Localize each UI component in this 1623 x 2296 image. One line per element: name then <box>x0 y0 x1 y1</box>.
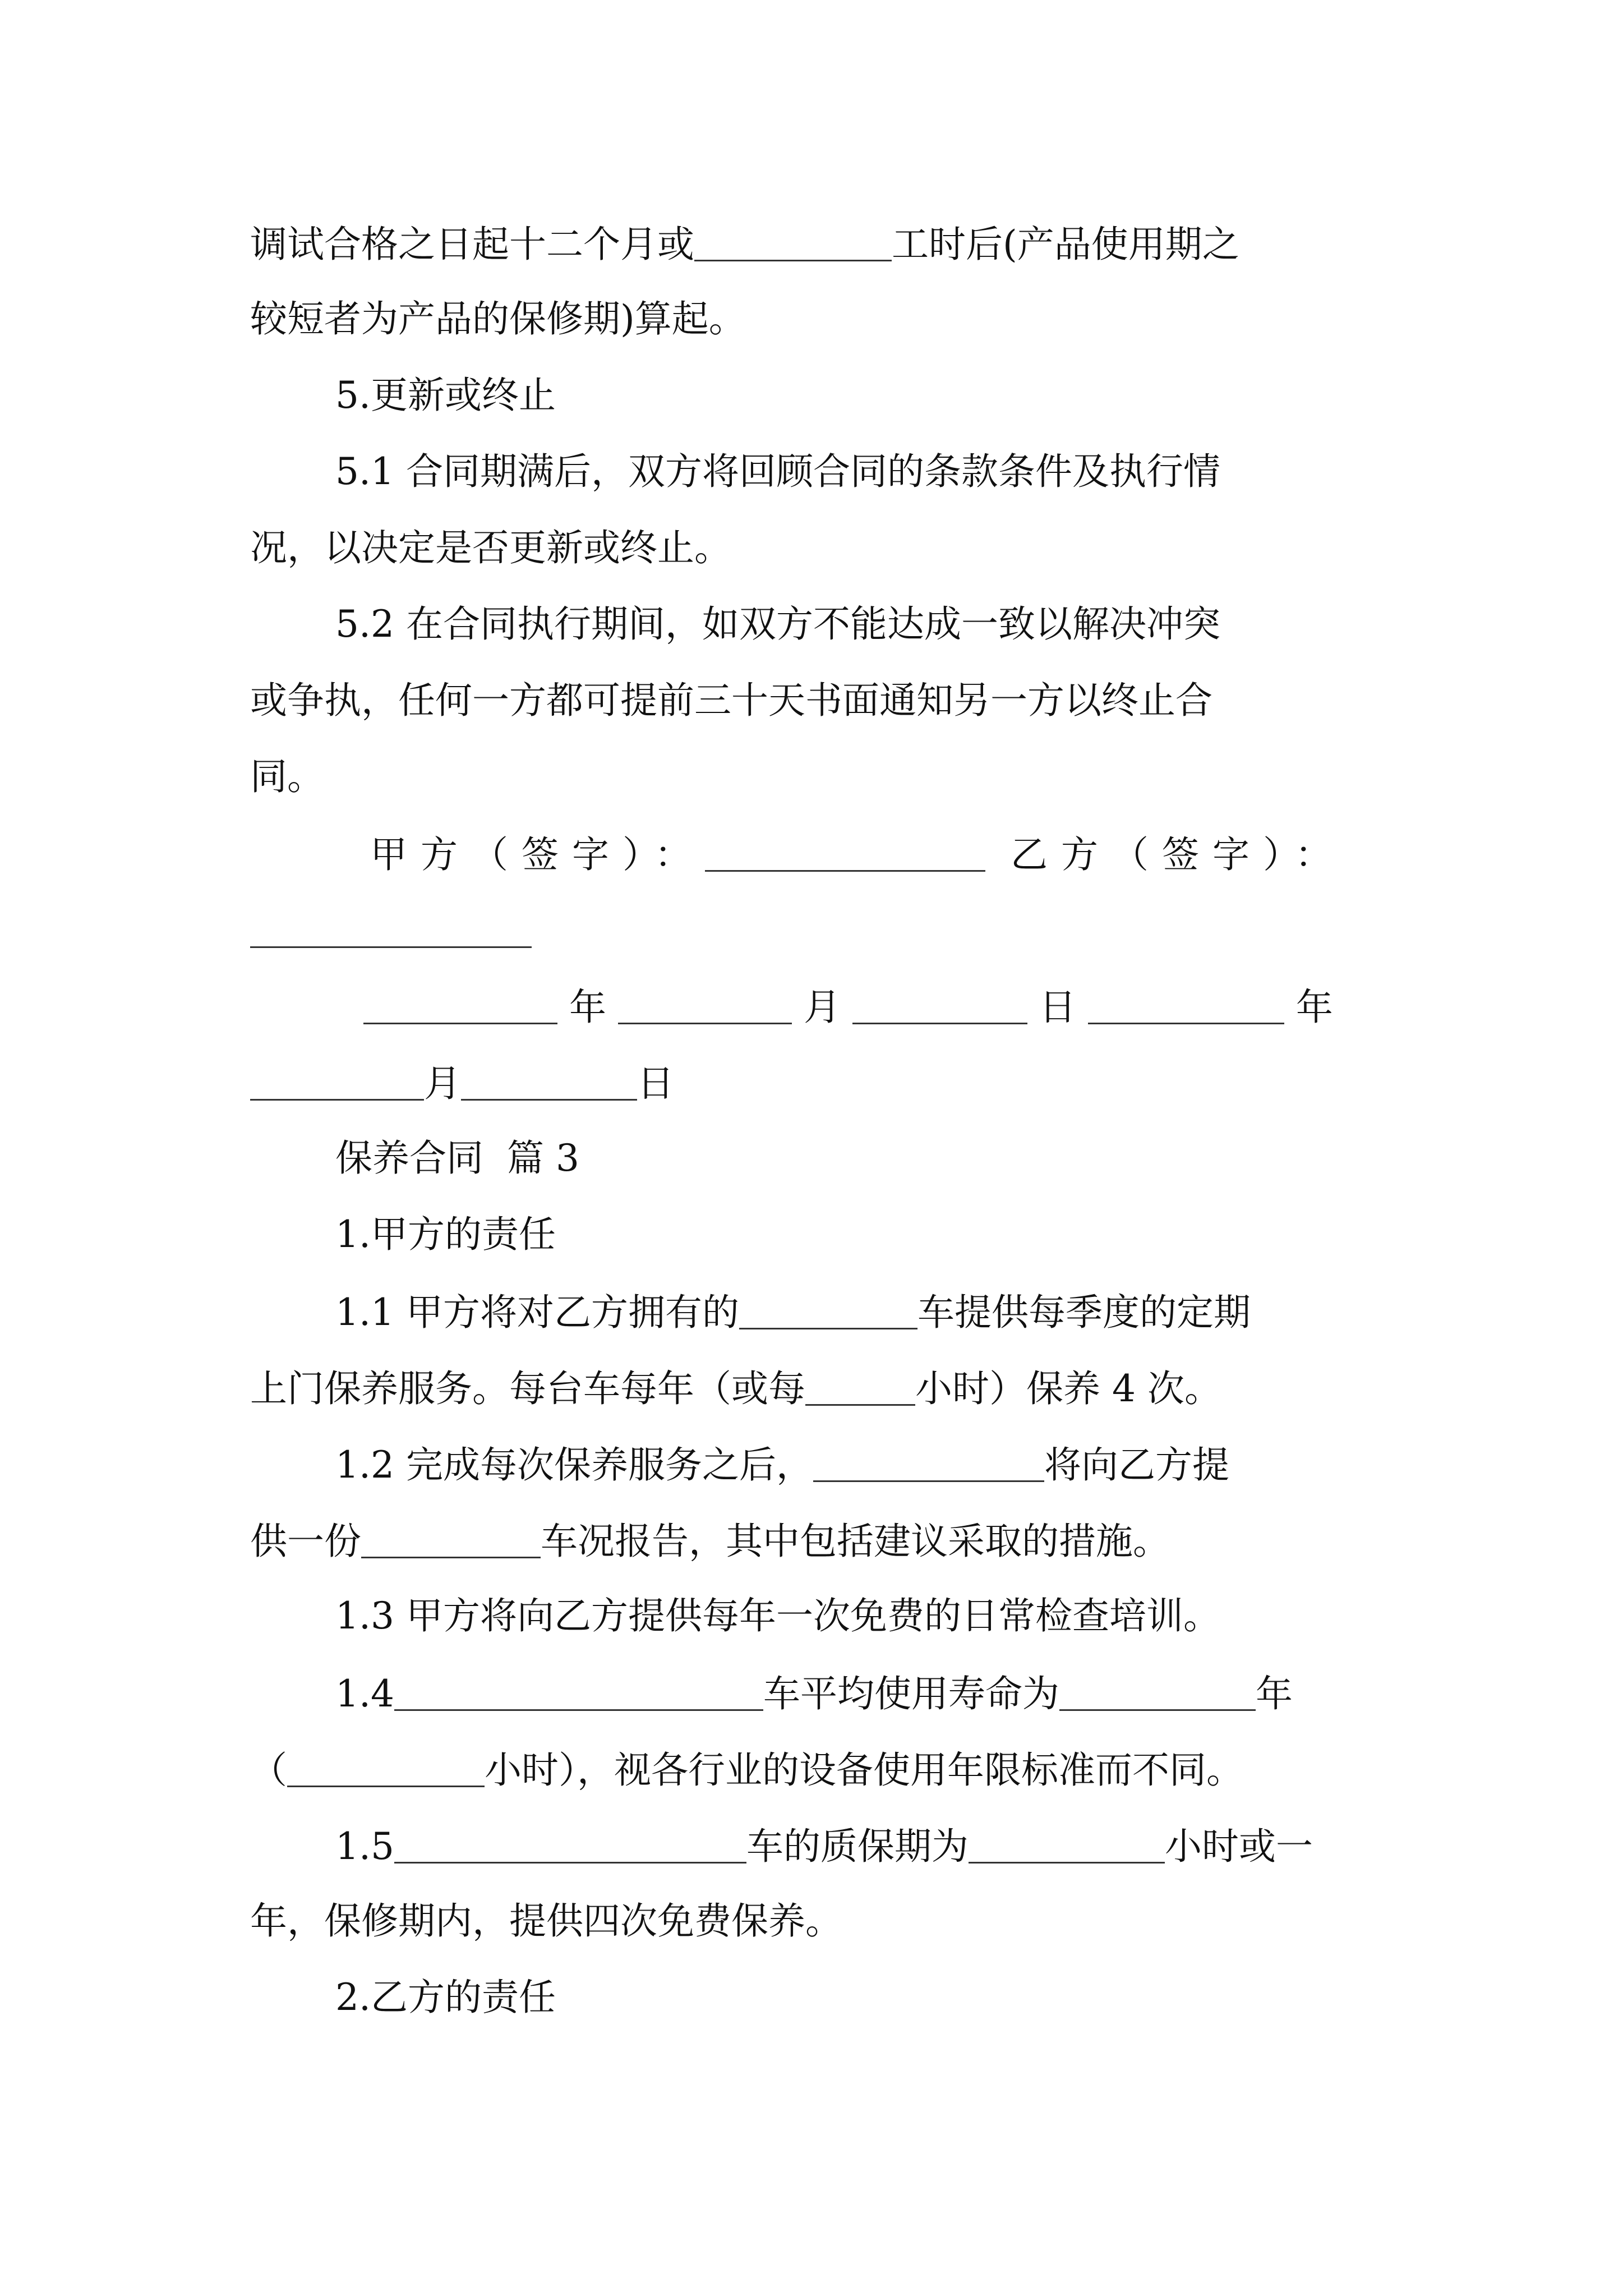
year-blank <box>1088 987 1284 1024</box>
party-b-signature-blank <box>250 911 532 948</box>
text-segment: 工时后(产品使用期之 <box>892 222 1239 266</box>
text-line <box>250 1748 1243 1792</box>
signature-line <box>370 832 1345 876</box>
fill-blank <box>1059 1674 1256 1711</box>
text-line <box>250 1366 1221 1410</box>
text-line <box>250 1519 1170 1563</box>
text-segment: 1.1 甲方将对乙方拥有的 <box>335 1290 739 1334</box>
month-blank <box>618 987 792 1024</box>
year-blank <box>363 987 557 1024</box>
text-line: 5.1 合同期满后，双方将回顾合同的条款条件及执行情 <box>335 450 1220 493</box>
fill-blank <box>394 1674 763 1711</box>
fill-blank <box>394 1826 746 1864</box>
fill-blank <box>739 1292 917 1329</box>
text-line <box>335 1443 1229 1487</box>
text-segment: 车提供每季度的定期 <box>917 1290 1251 1334</box>
text-segment: 1.2 完成每次保养服务之后， <box>335 1443 813 1487</box>
text-segment: 1.4 <box>335 1672 394 1715</box>
month-blank <box>250 1064 424 1101</box>
day-label: 日 <box>637 1061 674 1105</box>
fill-blank <box>969 1826 1165 1864</box>
month-label: 月 <box>803 985 841 1029</box>
party-a-signature-label: 甲方（签字）： <box>370 832 705 876</box>
text-segment: 小时或一 <box>1164 1824 1313 1868</box>
text-line <box>335 1674 1293 1713</box>
day-blank <box>852 987 1027 1024</box>
text-segment: 供一份 <box>250 1519 361 1563</box>
fill-blank <box>813 1445 1044 1482</box>
text-line: 1.3 甲方将向乙方提供每年一次免费的日常检查培训。 <box>335 1594 1220 1637</box>
text-segment: 车况报告，其中包括建议采取的措施。 <box>541 1519 1170 1563</box>
text-line: 较短者为产品的保修期)算起。 <box>250 297 746 341</box>
date-line <box>363 985 1333 1029</box>
text-line: 同。 <box>250 755 324 798</box>
month-label: 月 <box>424 1061 461 1105</box>
day-blank <box>461 1064 637 1101</box>
text-segment: 小时）保养 4 次。 <box>915 1366 1221 1410</box>
section-heading: 5.更新或终止 <box>335 374 556 417</box>
text-segment: 车平均使用寿命为 <box>763 1672 1059 1715</box>
text-line: 或争执，任何一方都可提前三十天书面通知另一方以终止合 <box>250 679 1212 722</box>
text-segment: 上门保养服务。每台车每年（或每 <box>250 1366 805 1410</box>
text-line <box>335 1824 1313 1868</box>
signature-line-continued <box>250 911 532 950</box>
day-label: 日 <box>1039 985 1076 1029</box>
party-a-signature-blank <box>705 835 985 872</box>
text-segment: （ <box>250 1748 287 1792</box>
fill-blank <box>361 1521 541 1558</box>
fill-blank <box>287 1750 485 1787</box>
text-segment: 小时），视各行业的设备使用年限标准而不同。 <box>485 1748 1243 1792</box>
text-line: 况，以决定是否更新或终止。 <box>250 526 731 569</box>
year-label: 年 <box>1295 985 1333 1029</box>
text-line <box>250 222 1239 266</box>
section-title: 保养合同 篇 3 <box>335 1137 579 1180</box>
year-label: 年 <box>569 985 606 1029</box>
text-line: 5.2 在合同执行期间，如双方不能达成一致以解决冲突 <box>335 602 1220 646</box>
fill-blank <box>805 1369 915 1406</box>
section-heading: 2.乙方的责任 <box>335 1976 556 2019</box>
text-segment: 将向乙方提 <box>1044 1443 1229 1487</box>
fill-blank <box>694 224 892 261</box>
date-line-continued <box>250 1061 674 1105</box>
party-b-signature-label: 乙方（签字）： <box>1010 832 1345 876</box>
text-segment: 调试合格之日起十二个月或 <box>250 222 694 266</box>
text-line <box>335 1290 1251 1334</box>
text-segment: 1.5 <box>335 1824 394 1868</box>
section-heading: 1.甲方的责任 <box>335 1213 556 1256</box>
text-segment: 车的质保期为 <box>746 1824 969 1868</box>
text-line: 年，保修期内，提供四次免费保养。 <box>250 1899 842 1943</box>
text-segment: 年 <box>1255 1672 1293 1715</box>
